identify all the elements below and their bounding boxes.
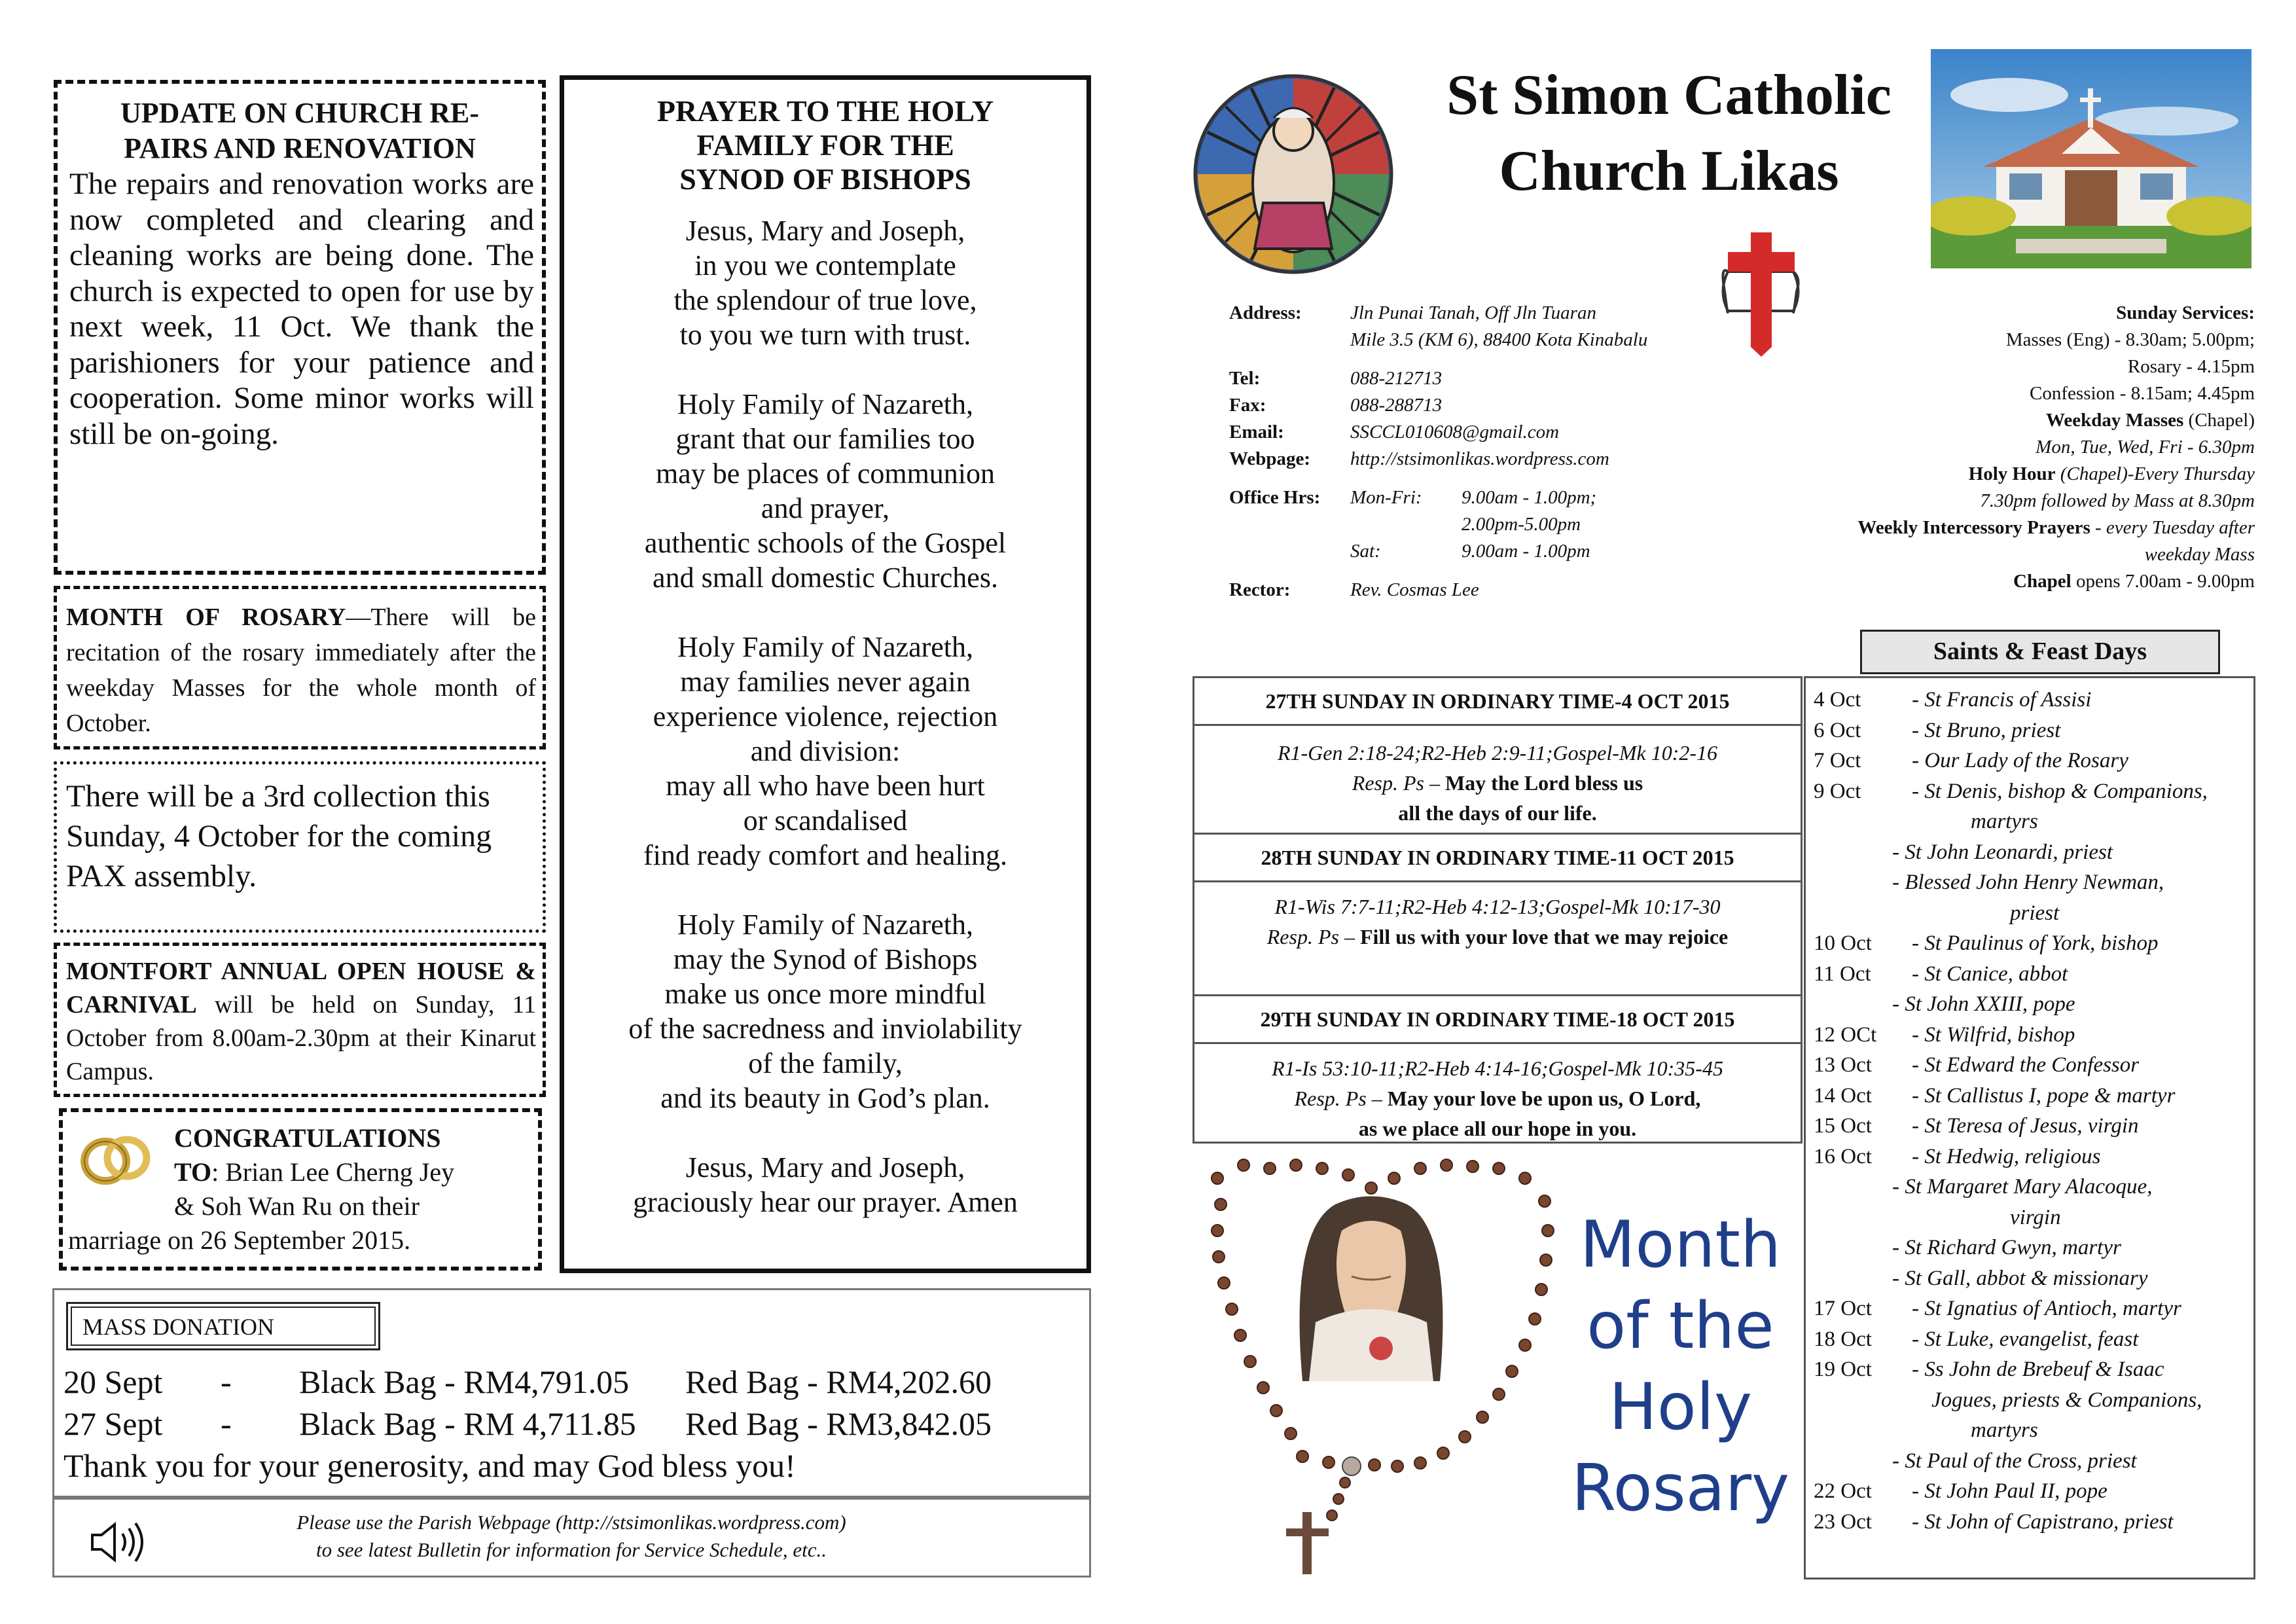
prayer-box [560, 75, 1091, 1273]
prayer-line: Jesus, Mary and Joseph, [685, 1151, 965, 1183]
saint-entry [1814, 1202, 2253, 1233]
prayer-line: the splendour of true love, [673, 284, 977, 316]
montfort-text: MONTFORT ANNUAL OPEN HOUSE & CARNIVAL will be held on Sunday, 11 October from 8.00am-2.30pm at their Kinarut Campus. [66, 958, 536, 1085]
prayer-line: authentic schools of the Gospel [644, 527, 1007, 559]
sunday-header: 28TH SUNDAY IN ORDINARY TIME-11 OCT 2015 [1194, 835, 1801, 882]
saint-entry [1814, 1233, 2253, 1263]
prayer-line: of the family, [748, 1047, 903, 1079]
sunday-readings: R1-Wis 7:7-11;R2-Heb 4:12-13;Gospel-Mk 10:17-30 Resp. Ps – Fill us with your love that we may rejoice [1194, 882, 1801, 996]
saint-text: - St Gall, abbot & missionary [1892, 1266, 2148, 1290]
saint-text: - St Ignatius of Antioch, martyr [1912, 1297, 2181, 1320]
saint-text: virgin [2010, 1205, 2061, 1229]
prayer-stanza [564, 907, 1086, 1115]
saint-entry [1814, 1263, 2253, 1294]
saint-entry [1814, 715, 2253, 746]
saint-text: - St Luke, evangelist, feast [1912, 1327, 2139, 1351]
saint-text: - Ss John de Brebeuf & Isaac [1912, 1358, 2164, 1381]
saint-entry [1814, 1172, 2253, 1202]
prayer-line: may be places of communion [655, 458, 996, 490]
saint-entry [1814, 776, 2253, 807]
prayer-line: and division: [750, 735, 901, 767]
saints-title: Saints & Feast Days [1860, 630, 2220, 674]
saint-text: - St Paulinus of York, bishop [1912, 931, 2159, 955]
saint-text: - St Canice, abbot [1912, 962, 2068, 986]
saints-list [1804, 676, 2255, 1579]
saint-date: 13 Oct [1814, 1053, 1872, 1077]
prayer-line: of the sacredness and inviolability [628, 1013, 1022, 1045]
saint-date: 15 Oct [1814, 1114, 1872, 1138]
prayer-line: may families never again [680, 666, 971, 698]
church-logo-stained-glass [1191, 72, 1395, 276]
prayer-line: and small domestic Churches. [653, 562, 998, 594]
saint-text: - St Edward the Confessor [1912, 1053, 2140, 1077]
saint-text: - St Richard Gwyn, martyr [1892, 1236, 2121, 1259]
sundays-table [1193, 676, 1803, 1144]
saint-date: 19 Oct [1814, 1358, 1872, 1381]
saint-entry [1814, 1111, 2253, 1142]
saint-entry [1814, 959, 2253, 990]
wedding-rings-icon [76, 1125, 154, 1191]
saint-text: - St Denis, bishop & Companions, [1912, 779, 2208, 803]
saint-date: 11 Oct [1814, 962, 1871, 986]
prayer-line: may all who have been hurt [666, 770, 985, 802]
saint-text: - St Bruno, priest [1912, 718, 2061, 742]
saint-entry [1814, 1020, 2253, 1051]
prayer-line: and prayer, [761, 492, 890, 524]
saint-text: - St John of Capistrano, priest [1912, 1509, 2174, 1534]
donation-title: MASS DONATION [71, 1307, 376, 1346]
saint-entry [1814, 1050, 2253, 1081]
saint-entry [1814, 989, 2253, 1020]
prayer-title: PRAYER TO THE HOLY FAMILY FOR THE SYNOD OF BISHOPS [656, 94, 994, 196]
saint-entry [1814, 867, 2253, 898]
donation-box [52, 1288, 1091, 1498]
congrats-title: CONGRATULATIONS [174, 1123, 441, 1153]
saint-text: - Our Lady of the Rosary [1912, 749, 2128, 772]
saint-date: 9 Oct [1814, 779, 1861, 803]
saint-date: 16 Oct [1814, 1144, 1872, 1168]
saint-date: 12 OCt [1814, 1022, 1877, 1047]
prayer-line: make us once more mindful [664, 978, 986, 1010]
saint-date: 4 Oct [1814, 688, 1861, 712]
collection-box [54, 761, 546, 933]
saint-entry [1814, 1324, 2253, 1355]
saint-entry [1814, 685, 2253, 715]
rosary-madonna-image [1204, 1152, 1561, 1578]
saint-date: 7 Oct [1814, 749, 1861, 772]
prayer-body [564, 213, 1086, 1219]
rosary-notice-text: MONTH OF ROSARY—There will be recitation of the rosary immediately after the weekday Masses for the whole month of October. [66, 604, 536, 737]
webpage-link[interactable]: http://stsimonlikas.wordpress.com [1350, 448, 1609, 469]
services-info: Sunday Services: Masses (Eng) - 8.30am; 5.00pm; Rosary - 4.15pm Confession - 8.15am; 4.45pm Weekday Masses (Chapel) Mon, Tue, Wed, Fri - 6.30pm Holy Hour (Chapel)-Every Thursday 7.30pm followed by Mass at 8.30pm Weekly Intercessory Prayers - every Tuesday after weekday Mass Chapel opens 7.00am - 9.00pm [1857, 302, 2255, 592]
saint-text: Jogues, priests & Companions, [1931, 1388, 2202, 1412]
prayer-stanza [564, 630, 1086, 873]
saint-entry [1814, 1293, 2253, 1324]
prayer-line: find ready comfort and healing. [643, 839, 1007, 871]
prayer-stanza [564, 213, 1086, 352]
saint-entry [1814, 1385, 2253, 1416]
saint-text: - St John Leonardi, priest [1892, 840, 2113, 864]
prayer-line: Holy Family of Nazareth, [677, 631, 974, 663]
saint-entry [1814, 1507, 2253, 1538]
rosary-notice-box [54, 586, 546, 749]
saint-text: - St John XXIII, pope [1892, 992, 2075, 1016]
saint-text: - St Teresa of Jesus, virgin [1912, 1114, 2139, 1138]
saint-text: priest [2010, 901, 2060, 925]
saint-entry [1814, 837, 2253, 868]
saint-text: - St Paul of the Cross, priest [1892, 1449, 2137, 1473]
prayer-line: grant that our families too [675, 423, 975, 455]
prayer-line: Holy Family of Nazareth, [677, 909, 974, 941]
saint-text: - St Hedwig, religious [1912, 1144, 2101, 1168]
congrats-box [59, 1108, 542, 1271]
saint-date: 10 Oct [1814, 931, 1872, 955]
saint-date: 6 Oct [1814, 718, 1861, 742]
saint-text: - St John Paul II, pope [1912, 1479, 2108, 1503]
congrats-date: marriage on 26 September 2015. [68, 1225, 411, 1255]
donation-row: 27 Sept - Black Bag - RM 4,711.85 Red Bag - RM3,842.05 [63, 1405, 992, 1442]
collection-text: There will be a 3rd collection this Sunday, 4 October for the coming PAX assembly. [66, 779, 492, 893]
montfort-box [54, 943, 546, 1097]
prayer-line: may the Synod of Bishops [673, 943, 978, 975]
sunday-header: 27TH SUNDAY IN ORDINARY TIME-4 OCT 2015 [1194, 678, 1801, 726]
footer-note: Please use the Parish Webpage (http://stsimonlikas.wordpress.com) to see latest Bulletin for information for Service Schedule, etc.. [296, 1511, 846, 1561]
saint-entry [1814, 746, 2253, 776]
church-name: St Simon Catholic Church Likas [1446, 63, 1892, 203]
saint-entry [1814, 1476, 2253, 1507]
saint-text: - St Margaret Mary Alacoque, [1892, 1175, 2153, 1199]
prayer-line: in you we contemplate [694, 249, 956, 281]
prayer-line: or scandalised [743, 804, 908, 837]
donation-title-frame [66, 1302, 380, 1350]
prayer-line: Jesus, Mary and Joseph, [685, 215, 965, 247]
update-box [54, 80, 546, 575]
prayer-stanza [564, 1150, 1086, 1219]
saint-text: - St Callistus I, pope & martyr [1912, 1083, 2176, 1108]
prayer-line: to you we turn with trust. [679, 319, 971, 351]
saint-date: 17 Oct [1814, 1297, 1872, 1320]
speaker-icon [88, 1519, 147, 1565]
sunday-header: 29TH SUNDAY IN ORDINARY TIME-18 OCT 2015 [1194, 996, 1801, 1044]
saint-entry [1814, 1081, 2253, 1111]
saint-entry [1814, 806, 2253, 837]
congrats-names: TO: Brian Lee Cherng Jey [174, 1157, 455, 1187]
saint-date: 23 Oct [1814, 1509, 1872, 1534]
prayer-line: experience violence, rejection [653, 700, 998, 732]
contact-info: Address: Jln Punai Tanah, Off Jln Tuaran Mile 3.5 (KM 6), 88400 Kota Kinabalu Tel: 088-212713 Fax: 088-288713 Email: SSCCL010608@gmail.com Webpage: http://stsimonlikas.wordpress.com Office Hrs: Mon-Fri: 9.00am - 1.00pm; 2.00pm-5.00pm Sat: 9.00am - 1.00pm Rector: Rev. Cosmas Lee [1229, 302, 1648, 600]
congrats-names-2: & Soh Wan Ru on their [174, 1191, 420, 1221]
saint-text: martyrs [1971, 810, 2038, 833]
update-title: UPDATE ON CHURCH RE- PAIRS AND RENOVATION [120, 97, 479, 164]
church-building-photo [1931, 49, 2251, 268]
month-of-rosary-title: Month of the Holy Rosary [1571, 1208, 1790, 1526]
saint-date: 22 Oct [1814, 1479, 1872, 1503]
sunday-readings: R1-Is 53:10-11;R2-Heb 4:14-16;Gospel-Mk 10:35-45 Resp. Ps – May your love be upon us, O Lord, as we place all our hope in you. [1272, 1056, 1723, 1140]
footer-note-box [52, 1498, 1091, 1578]
update-body: The repairs and renovation works are now completed and clearing and cleaning works are being done. The church is expected to open for use by next week, 11 Oct. We thank the parishioners for your patience and cooperation. Some minor works will still be on-going. [69, 167, 534, 451]
saint-text: - St Wilfrid, bishop [1912, 1022, 2075, 1047]
saint-entry [1814, 928, 2253, 959]
saint-entry [1814, 898, 2253, 929]
saint-text: martyrs [1971, 1418, 2038, 1442]
saint-entry [1814, 1415, 2253, 1446]
prayer-line: graciously hear our prayer. Amen [633, 1186, 1018, 1218]
prayer-stanza [564, 387, 1086, 595]
saint-date: 18 Oct [1814, 1327, 1872, 1351]
saint-date: 14 Oct [1814, 1083, 1872, 1108]
saint-entry [1814, 1446, 2253, 1477]
saint-entry [1814, 1354, 2253, 1385]
saint-text: - Blessed John Henry Newman, [1892, 871, 2164, 894]
saint-entry [1814, 1142, 2253, 1172]
prayer-line: and its beauty in God’s plan. [660, 1082, 990, 1114]
donation-thanks: Thank you for your generosity, and may God bless you! [63, 1447, 796, 1484]
email-link[interactable]: SSCCL010608@gmail.com [1350, 422, 1560, 442]
donation-row: 20 Sept - Black Bag - RM4,791.05 Red Bag - RM4,202.60 [63, 1363, 992, 1400]
prayer-line: Holy Family of Nazareth, [677, 388, 974, 420]
saint-text: - St Francis of Assisi [1912, 688, 2092, 712]
sunday-readings: R1-Gen 2:18-24;R2-Heb 2:9-11;Gospel-Mk 10:2-16 Resp. Ps – May the Lord bless us all the days of our life. [1194, 726, 1801, 835]
